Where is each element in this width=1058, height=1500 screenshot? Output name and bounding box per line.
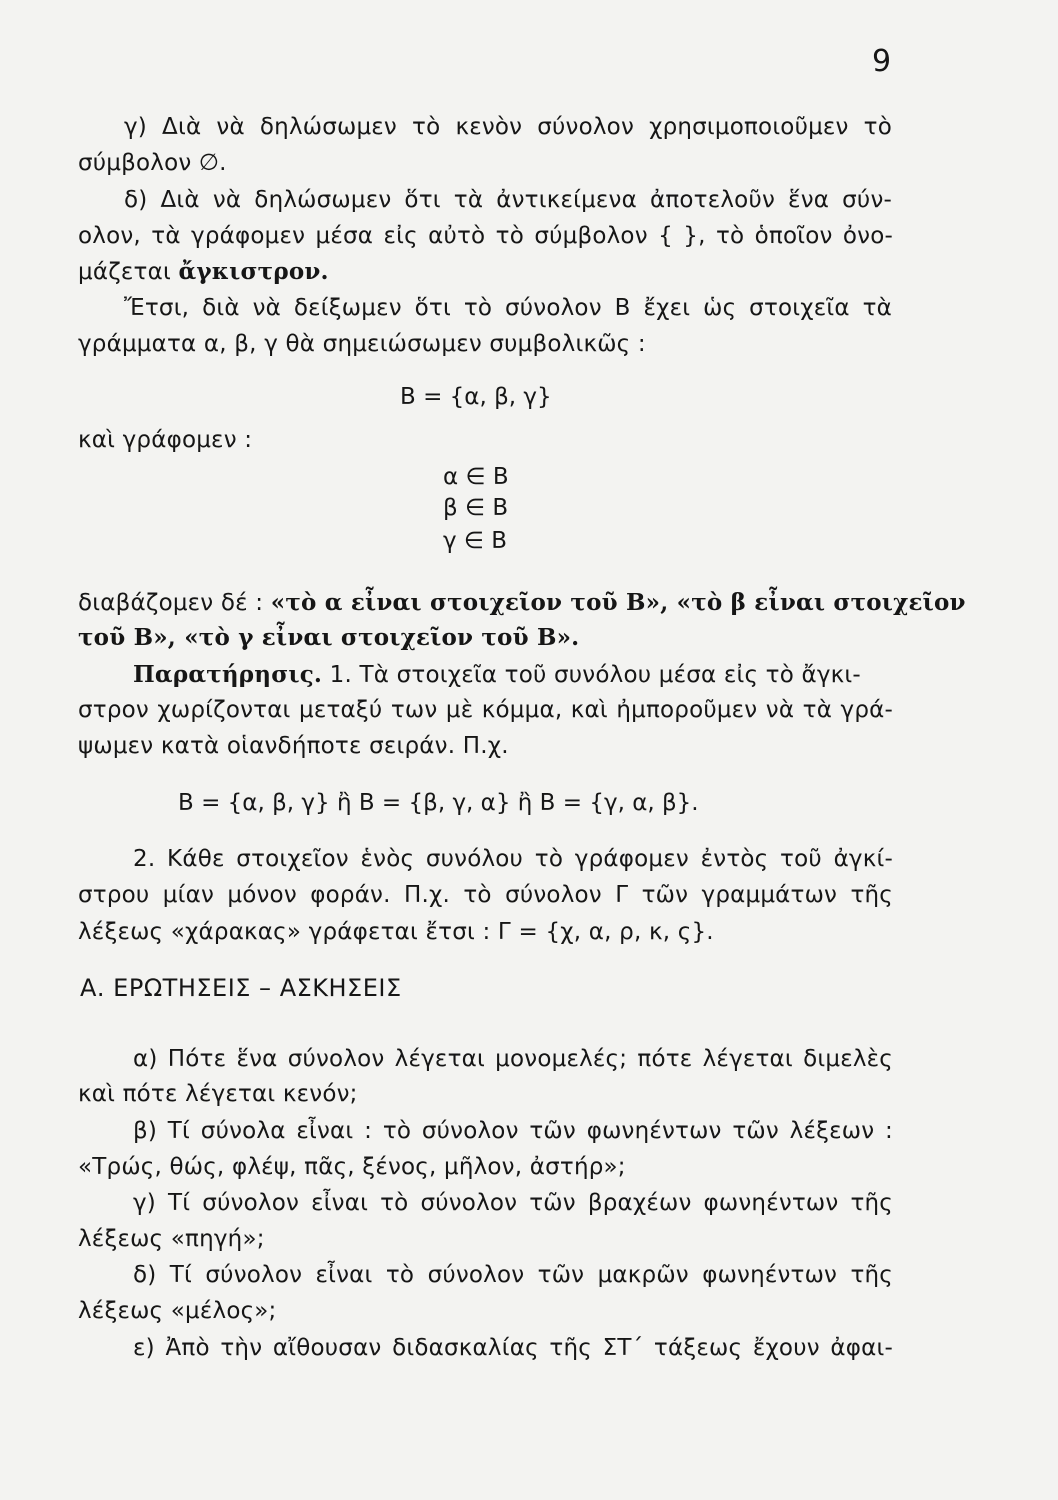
text-span: διαβάζομεν δέ : bbox=[78, 590, 264, 616]
paragraph-gamma-line-1: γ) Διὰ νὰ δηλώσωμεν τὸ κενὸν σύνολον χρησιμοποιοῦμεν τὸ bbox=[124, 114, 892, 140]
paragraph-delta-line-2: ολον, τὰ γράφομεν μέσα εἰς αὐτὸ τὸ σύμβολον { }, τὸ ὁποῖον ὀνο- bbox=[78, 223, 893, 249]
question-e-line-1: ε) Ἀπὸ τὴν αἴθουσαν διδασκαλίας τῆς ΣΤ΄ τάξεως ἔχουν ἀφαι- bbox=[133, 1335, 893, 1361]
observation-line-3: ψωμεν κατὰ οἱανδήποτε σειράν. Π.χ. bbox=[78, 733, 509, 759]
observation-2-line-2: στρου μίαν μόνον φοράν. Π.χ. τὸ σύνολον Γ τῶν γραμμάτων τῆς bbox=[78, 882, 893, 908]
reading-quote: «τὸ α εἶναι στοιχεῖον τοῦ Β», «τὸ β εἶναι στοιχεῖον bbox=[270, 589, 966, 616]
text-span: 1. Τὰ στοιχεῖα τοῦ συνόλου μέσα εἰς τὸ ἄγκι- bbox=[329, 662, 861, 688]
reading-line-2: τοῦ Β», «τὸ γ εἶναι στοιχεῖον τοῦ Β». bbox=[78, 624, 580, 651]
membership-alpha: α ∈ Β bbox=[443, 464, 509, 490]
text-span: μάζεται bbox=[78, 259, 171, 285]
observation-line-1 bbox=[133, 659, 1053, 691]
question-a-line-1: α) Πότε ἕνα σύνολον λέγεται μονομελές; πότε λέγεται διμελὲς bbox=[133, 1046, 893, 1072]
set-formula: Β = {α, β, γ} bbox=[400, 384, 552, 410]
question-d-line-2: λέξεως «μέλος»; bbox=[78, 1298, 277, 1324]
paragraph-delta-line-3 bbox=[78, 256, 998, 288]
page-number: 9 bbox=[872, 44, 892, 79]
observation-2-line-1: 2. Κάθε στοιχεῖον ἑνὸς συνόλου τὸ γράφομεν ἐντὸς τοῦ ἀγκί- bbox=[133, 846, 893, 872]
question-b-line-1: β) Τί σύνολα εἶναι : τὸ σύνολον τῶν φωνηέντων τῶν λέξεων : bbox=[133, 1118, 893, 1144]
question-a-line-2: καὶ πότε λέγεται κενόν; bbox=[78, 1081, 358, 1107]
section-title: Α. ΕΡΩΤΗΣΕΙΣ – ΑΣΚΗΣΕΙΣ bbox=[80, 974, 402, 1002]
observation-2-line-3: λέξεως «χάρακας» γράφεται ἔτσι : Γ = {χ, α, ρ, κ, ς}. bbox=[78, 919, 714, 945]
reading-line-1 bbox=[78, 587, 998, 619]
question-c-line-2: λέξεως «πηγή»; bbox=[78, 1226, 265, 1252]
example-line-2: γράμματα α, β, γ θὰ σημειώσωμεν συμβολικῶς : bbox=[78, 331, 646, 357]
question-c-line-1: γ) Τί σύνολον εἶναι τὸ σύνολον τῶν βραχέων φωνηέντων τῆς bbox=[133, 1190, 893, 1216]
question-b-line-2: «Τρώς, θώς, φλέψ, πᾶς, ξένος, μῆλον, ἀστήρ»; bbox=[78, 1154, 626, 1180]
observation-line-2: στρον χωρίζονται μεταξύ των μὲ κόμμα, καὶ ἠμποροῦμεν νὰ τὰ γρά- bbox=[78, 697, 893, 723]
term-agkistron: ἄγκιστρον. bbox=[178, 258, 329, 285]
observation-label: Παρατήρησις. bbox=[133, 661, 323, 688]
membership-beta: β ∈ Β bbox=[443, 495, 509, 521]
question-d-line-1: δ) Τί σύνολον εἶναι τὸ σύνολον τῶν μακρῶν φωνηέντων τῆς bbox=[133, 1262, 893, 1288]
membership-gamma: γ ∈ Β bbox=[443, 528, 508, 554]
example-line-1: Ἔτσι, διὰ νὰ δείξωμεν ὅτι τὸ σύνολον Β ἔχει ὡς στοιχεῖα τὰ bbox=[124, 295, 892, 321]
example-line-3: καὶ γράφομεν : bbox=[78, 427, 253, 453]
paragraph-gamma-line-2: σύμβολον ∅. bbox=[78, 150, 227, 176]
paragraph-delta-line-1: δ) Διὰ νὰ δηλώσωμεν ὅτι τὰ ἀντικείμενα ἀποτελοῦν ἕνα σύν- bbox=[124, 187, 892, 213]
order-formula: Β = {α, β, γ} ἢ Β = {β, γ, α} ἢ Β = {γ, α, β}. bbox=[178, 790, 699, 816]
